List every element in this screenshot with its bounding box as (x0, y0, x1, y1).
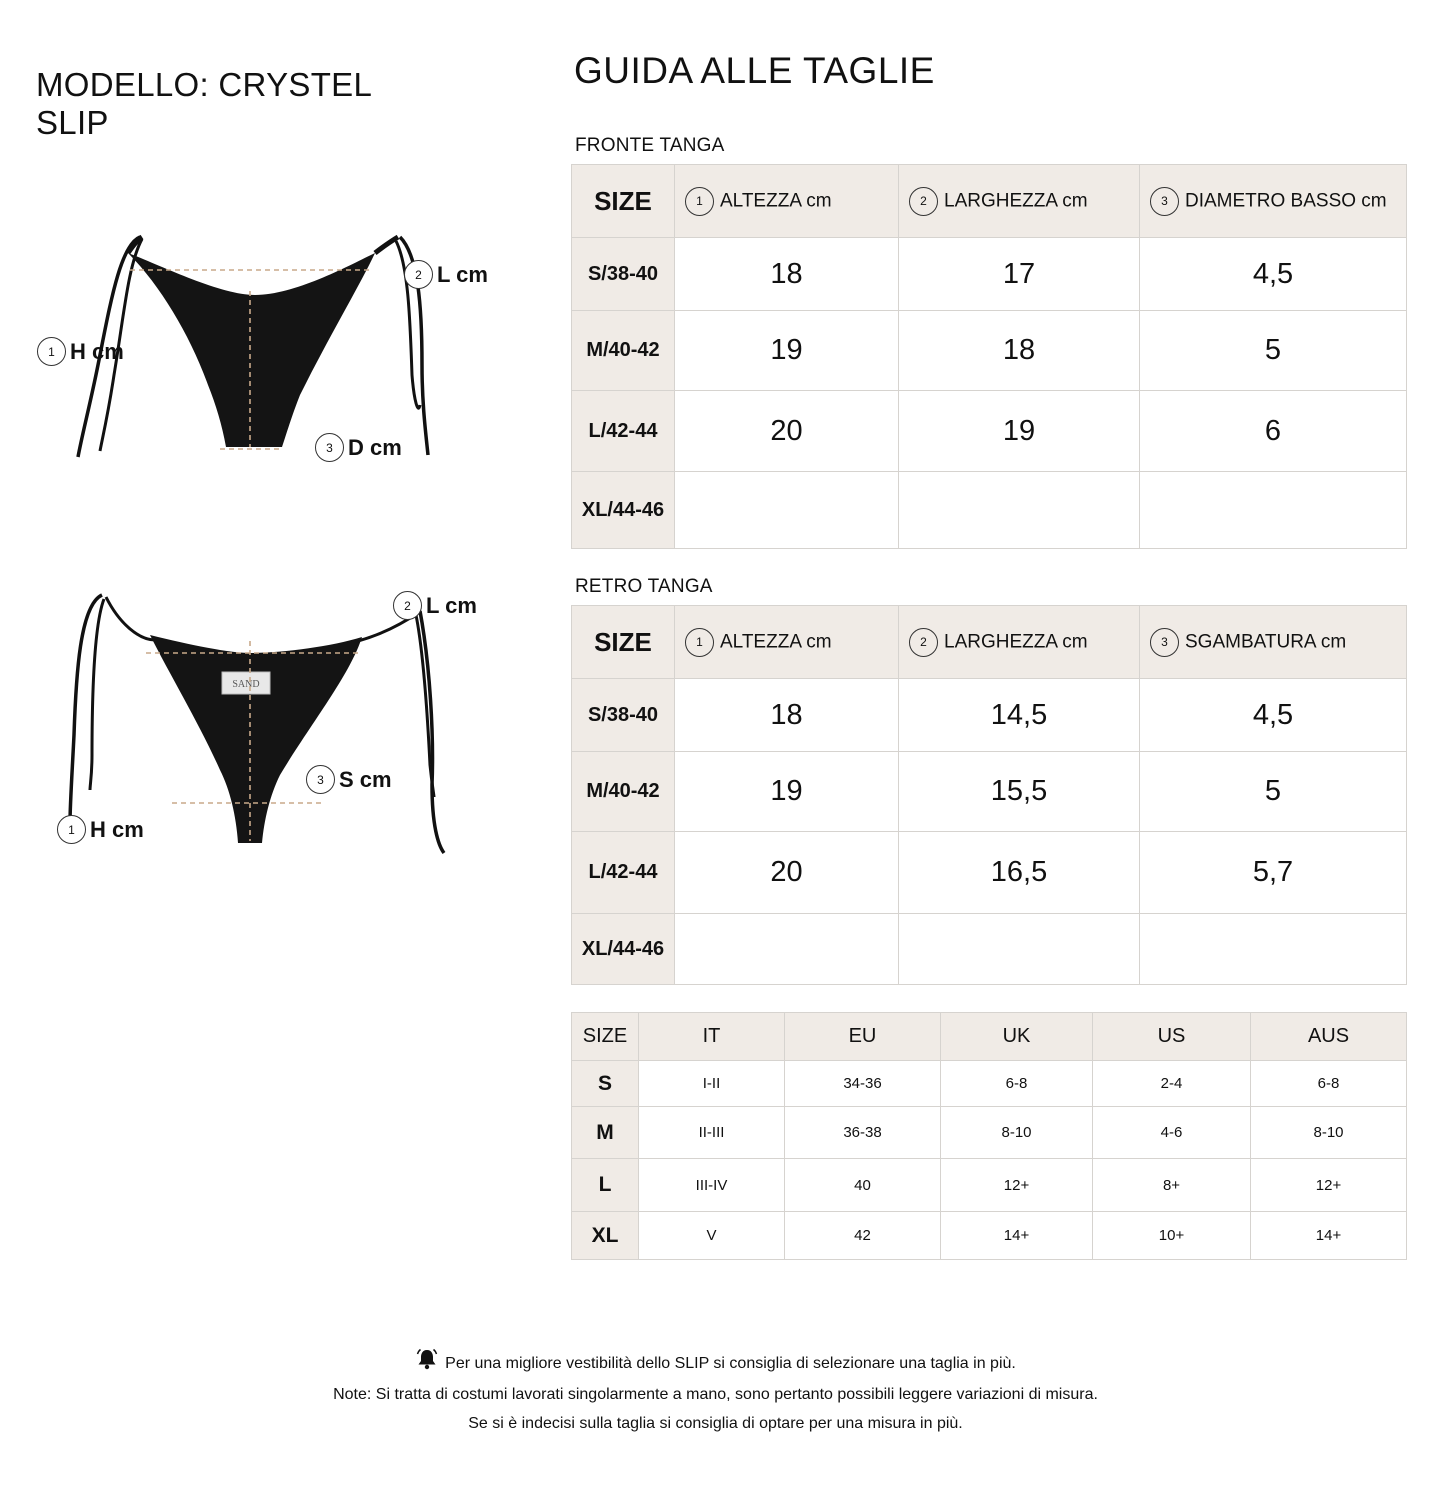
size-cell: S/38-40 (572, 679, 675, 752)
number-2-icon: 2 (909, 187, 938, 216)
value-cell: 15,5 (899, 752, 1140, 832)
value-cell: 17 (899, 238, 1140, 311)
value-cell: II-III (639, 1107, 785, 1159)
size-header: SIZE (572, 606, 675, 679)
note-prefix: Note: (333, 1386, 372, 1403)
value-cell: 8-10 (941, 1107, 1093, 1159)
size-cell: L (572, 1159, 639, 1212)
value-cell: 18 (675, 238, 899, 311)
back-size-table (571, 605, 1407, 985)
value-cell: 19 (675, 752, 899, 832)
value-cell: 4,5 (1140, 238, 1407, 311)
number-1-icon: 1 (37, 337, 66, 366)
leg-cut-header: 3 SGAMBATURA cm (1140, 606, 1407, 679)
number-3-icon: 3 (315, 433, 344, 462)
value-cell: 20 (675, 832, 899, 914)
value-cell: 19 (675, 311, 899, 391)
table-row (572, 391, 1407, 472)
size-cell: L/42-44 (572, 832, 675, 914)
garment-tag: SAND (232, 679, 260, 690)
table-row (572, 1061, 1407, 1107)
bell-icon (415, 1348, 439, 1380)
notes (0, 1348, 1431, 1438)
size-cell: M/40-42 (572, 752, 675, 832)
size-cell: XL/44-46 (572, 914, 675, 985)
table-row (572, 311, 1407, 391)
value-cell: 19 (899, 391, 1140, 472)
value-cell: 4-6 (1093, 1107, 1251, 1159)
value-cell: 42 (785, 1212, 941, 1260)
value-cell (1140, 472, 1407, 549)
number-3-icon: 3 (306, 765, 335, 794)
table-row (572, 1212, 1407, 1260)
table-row (572, 1159, 1407, 1212)
value-cell: 18 (675, 679, 899, 752)
size-header: SIZE (572, 1013, 639, 1061)
number-2-icon: 2 (909, 628, 938, 657)
model-title: MODELLO: CRYSTEL SLIP (36, 66, 371, 141)
value-cell (675, 472, 899, 549)
value-cell: 10+ (1093, 1212, 1251, 1260)
front-section-label: FRONTE TANGA (575, 135, 725, 156)
value-cell: 6 (1140, 391, 1407, 472)
number-1-icon: 1 (57, 815, 86, 844)
size-conversion-table (571, 1012, 1407, 1260)
value-cell (1140, 914, 1407, 985)
size-cell: S/38-40 (572, 238, 675, 311)
value-cell: 8+ (1093, 1159, 1251, 1212)
table-row (572, 914, 1407, 985)
table-row (572, 752, 1407, 832)
table-header-row (572, 1013, 1407, 1061)
value-cell: 6-8 (1251, 1061, 1407, 1107)
size-cell: XL (572, 1212, 639, 1260)
aus-header: AUS (1251, 1013, 1407, 1061)
front-height-label: 1 H cm (37, 337, 124, 366)
back-section-label: RETRO TANGA (575, 576, 713, 597)
size-cell: S (572, 1061, 639, 1107)
value-cell: 2-4 (1093, 1061, 1251, 1107)
it-header: IT (639, 1013, 785, 1061)
table-row (572, 1107, 1407, 1159)
value-cell: 34-36 (785, 1061, 941, 1107)
note-line-2: Note: Si tratta di costumi lavorati singolarmente a mano, sono pertanto possibili leggere variazioni di misura. (333, 1386, 1098, 1403)
height-header: 1 ALTEZZA cm (675, 606, 899, 679)
value-cell: 40 (785, 1159, 941, 1212)
size-cell: L/42-44 (572, 391, 675, 472)
page-title: GUIDA ALLE TAGLIE (574, 50, 935, 91)
value-cell: 14+ (941, 1212, 1093, 1260)
back-width-label: 2 L cm (393, 591, 477, 620)
value-cell: III-IV (639, 1159, 785, 1212)
width-header: 2 LARGHEZZA cm (899, 165, 1140, 238)
value-cell (899, 472, 1140, 549)
eu-header: EU (785, 1013, 941, 1061)
value-cell: 20 (675, 391, 899, 472)
back-leg-label: 3 S cm (306, 765, 392, 794)
value-cell: 14,5 (899, 679, 1140, 752)
diameter-header: 3 DIAMETRO BASSO cm (1140, 165, 1407, 238)
front-width-label: 2 L cm (404, 260, 488, 289)
size-cell: XL/44-46 (572, 472, 675, 549)
uk-header: UK (941, 1013, 1093, 1061)
value-cell: 16,5 (899, 832, 1140, 914)
value-cell: 12+ (941, 1159, 1093, 1212)
value-cell: 12+ (1251, 1159, 1407, 1212)
number-2-icon: 2 (404, 260, 433, 289)
note-line-3: Se si è indecisi sulla taglia si consiglia di optare per una misura in più. (468, 1415, 963, 1432)
note-line-1: Per una migliore vestibilità dello SLIP si consiglia di selezionare una taglia in più. (0, 1348, 1431, 1380)
number-3-icon: 3 (1150, 628, 1179, 657)
value-cell: 6-8 (941, 1061, 1093, 1107)
back-bikini-figure (40, 585, 510, 860)
number-1-icon: 1 (685, 628, 714, 657)
value-cell: 5,7 (1140, 832, 1407, 914)
width-header: 2 LARGHEZZA cm (899, 606, 1140, 679)
front-size-table (571, 164, 1407, 549)
value-cell (899, 914, 1140, 985)
back-height-label: 1 H cm (57, 815, 144, 844)
value-cell: 4,5 (1140, 679, 1407, 752)
value-cell: 18 (899, 311, 1140, 391)
us-header: US (1093, 1013, 1251, 1061)
table-row (572, 832, 1407, 914)
value-cell (675, 914, 899, 985)
value-cell: 14+ (1251, 1212, 1407, 1260)
number-1-icon: 1 (685, 187, 714, 216)
value-cell: 8-10 (1251, 1107, 1407, 1159)
size-cell: M/40-42 (572, 311, 675, 391)
value-cell: 36-38 (785, 1107, 941, 1159)
value-cell: I-II (639, 1061, 785, 1107)
table-row (572, 679, 1407, 752)
number-3-icon: 3 (1150, 187, 1179, 216)
table-header-row (572, 606, 1407, 679)
size-header: SIZE (572, 165, 675, 238)
height-header: 1 ALTEZZA cm (675, 165, 899, 238)
value-cell: 5 (1140, 752, 1407, 832)
value-cell: 5 (1140, 311, 1407, 391)
size-cell: M (572, 1107, 639, 1159)
table-row (572, 472, 1407, 549)
value-cell: V (639, 1212, 785, 1260)
front-bottom-label: 3 D cm (315, 433, 402, 462)
table-row (572, 238, 1407, 311)
number-2-icon: 2 (393, 591, 422, 620)
front-bikini-figure (30, 225, 510, 475)
table-header-row (572, 165, 1407, 238)
